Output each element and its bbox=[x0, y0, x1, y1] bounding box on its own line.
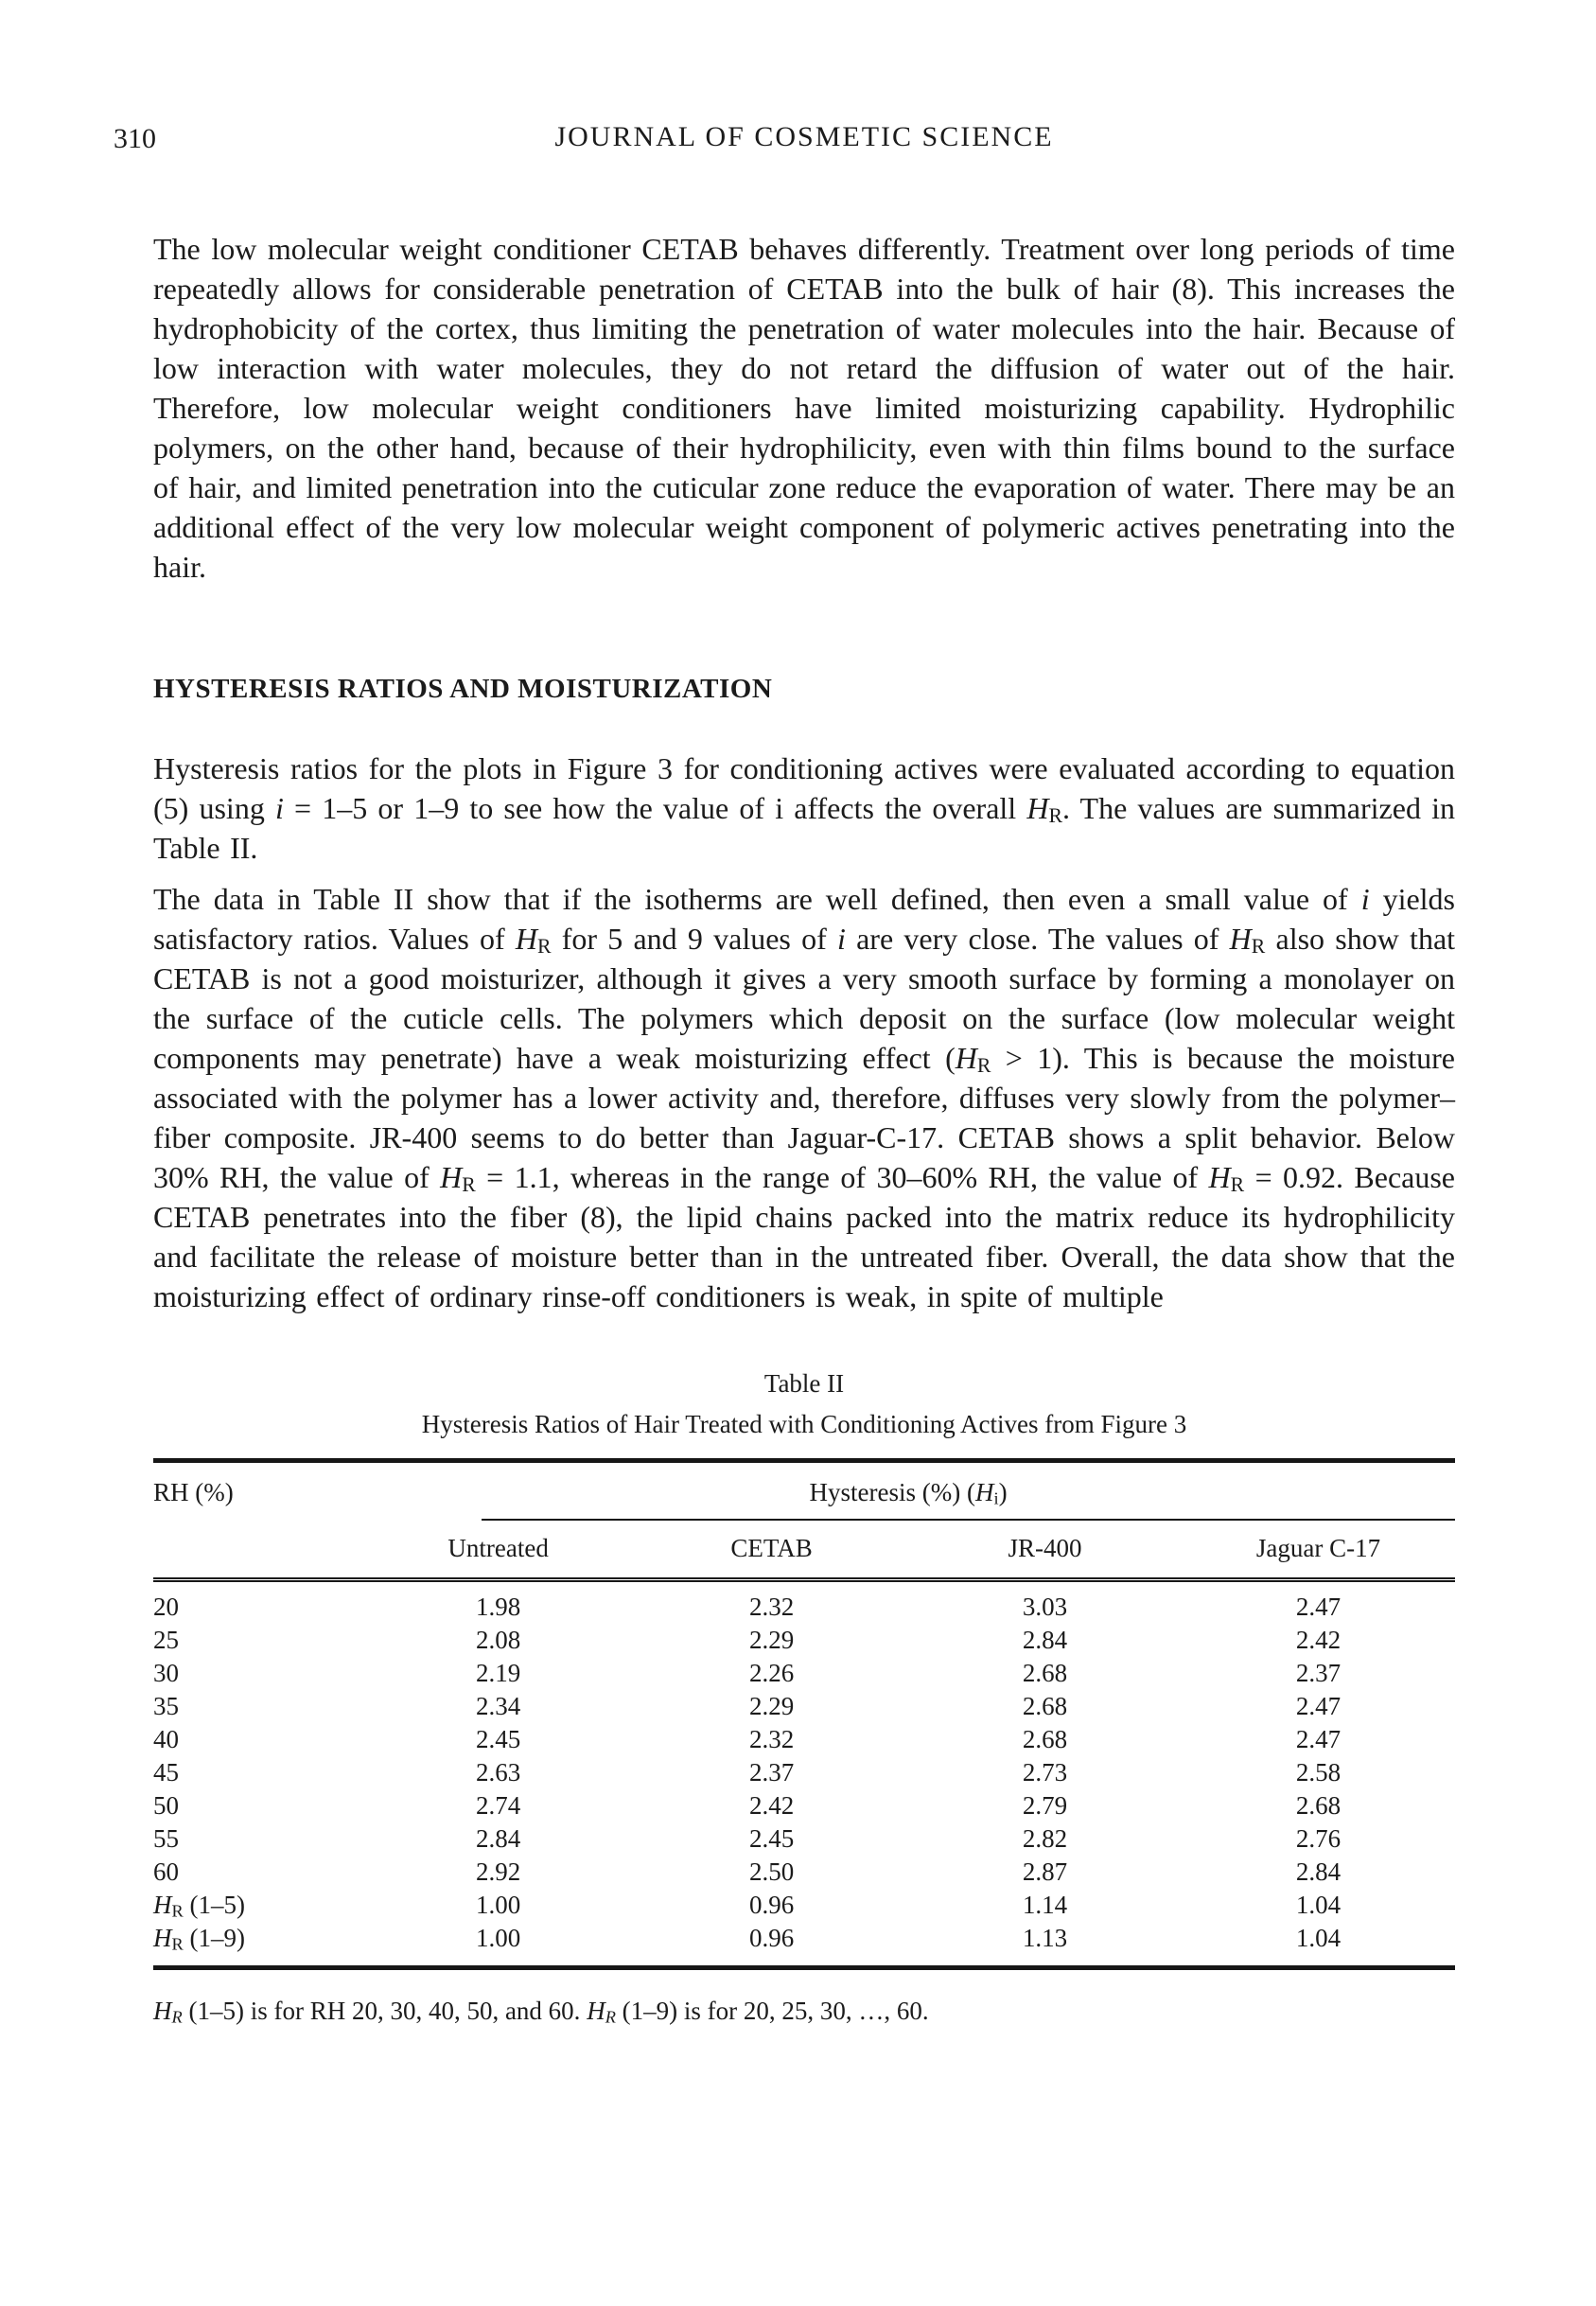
table-row bbox=[153, 1922, 1455, 1968]
table-cell: 2.63 bbox=[476, 1758, 521, 1787]
table-cell: 2.50 bbox=[748, 1857, 795, 1886]
table-cell: 1.00 bbox=[476, 1891, 521, 1919]
paragraph-cetab: The low molecular weight conditioner CETAB behaves differently. Treatment over long periods of time repeatedly allows for considerable penetration of CETAB into the bulk of hair (8). This increases the hydrophobicity of the cortex, thus limiting the penetration of water molecules into the hair. Because of low interaction with water molecules, they do not retard the diffusion of water out of the hair. Therefore, low molecular weight conditioners have limited moisturizing capability. Hydrophilic polymers, on the other hand, because of their hydrophilicity, even with thin films bound to the surface of hair, and limited penetration into the cuticular zone reduce the evaporation of water. There may be an additional effect of the very low molecular weight component of polymeric actives penetrating into the hair. bbox=[153, 232, 1455, 584]
table-footnote: $H_R$ (1–5) is for RH 20, 30, 40, 50, and 60. $H_R$ (1–9) is for 20, 25, 30, …, 60. bbox=[153, 1997, 929, 2027]
table-cell: 2.47 bbox=[1295, 1725, 1342, 1753]
hysteresis-span-header: Hysteresis (%) $(H_i)$ bbox=[361, 1461, 1455, 1522]
table-cell: 2.68 bbox=[1022, 1692, 1068, 1720]
table-cell: 2.68 bbox=[1295, 1791, 1342, 1820]
table-cell: 2.47 bbox=[1295, 1593, 1342, 1621]
column-header-jr400: JR-400 bbox=[908, 1521, 1182, 1580]
table-title: Table II bbox=[763, 1369, 845, 1398]
table-cell: 2.58 bbox=[1295, 1758, 1342, 1787]
table-cell: 2.84 bbox=[1295, 1857, 1342, 1886]
table-row bbox=[153, 1822, 1455, 1856]
table-cell: 1.04 bbox=[1295, 1924, 1342, 1952]
table-block bbox=[153, 1369, 1455, 2026]
journal-title: JOURNAL OF COSMETIC SCIENCE bbox=[554, 121, 1054, 152]
table-cell: 1.98 bbox=[476, 1593, 521, 1621]
table-cell: 2.74 bbox=[476, 1791, 521, 1820]
column-header-untreated: Untreated bbox=[361, 1521, 635, 1580]
row-label: 55 bbox=[153, 1824, 179, 1853]
table-cell: 2.34 bbox=[476, 1692, 521, 1720]
column-header-jaguar: Jaguar C-17 bbox=[1182, 1521, 1455, 1580]
row-label: $H_R$ (1–5) bbox=[153, 1891, 245, 1921]
row-label: 40 bbox=[153, 1725, 179, 1753]
table-row bbox=[153, 1624, 1455, 1657]
table-cell: 2.47 bbox=[1295, 1692, 1342, 1720]
table-cell: 2.19 bbox=[476, 1659, 521, 1687]
table-row bbox=[153, 1756, 1455, 1789]
table-cell: 2.32 bbox=[748, 1725, 795, 1753]
table-cell: 2.73 bbox=[1022, 1758, 1068, 1787]
table-row bbox=[153, 1789, 1455, 1822]
row-label: 45 bbox=[153, 1758, 179, 1787]
table-column-header-row bbox=[153, 1521, 1455, 1580]
table-cell: 2.87 bbox=[1022, 1857, 1068, 1886]
table-cell: 2.42 bbox=[1295, 1626, 1342, 1654]
row-label: 30 bbox=[153, 1659, 179, 1687]
table-caption: Hysteresis Ratios of Hair Treated with Conditioning Actives from Figure 3 bbox=[421, 1410, 1187, 1438]
table-group-header-row bbox=[153, 1461, 1455, 1522]
row-label: $H_R$ (1–9) bbox=[153, 1924, 245, 1954]
section-heading: HYSTERESIS RATIOS AND MOISTURIZATION bbox=[153, 674, 773, 704]
table-cell: 2.84 bbox=[1022, 1626, 1068, 1654]
table-cell: 2.37 bbox=[1295, 1659, 1342, 1687]
table-cell: 2.79 bbox=[1022, 1791, 1068, 1820]
rh-column-header: RH (%) bbox=[153, 1478, 234, 1506]
table-cell: 2.84 bbox=[476, 1824, 521, 1853]
table-cell: 1.14 bbox=[1022, 1891, 1068, 1919]
paragraph-hysteresis-intro: Hysteresis ratios for the plots in Figure 3 for conditioning actives were evaluated according to equation (5) using i = 1–5 or 1–9 to see how the value of i affects the overall $H_R$. The values are summarized in Table II. bbox=[153, 751, 1455, 865]
hysteresis-table bbox=[153, 1458, 1455, 1970]
table-cell: 2.26 bbox=[748, 1659, 795, 1687]
table-cell: 0.96 bbox=[748, 1924, 795, 1952]
table-cell: 2.68 bbox=[1022, 1725, 1068, 1753]
table-cell: 2.92 bbox=[476, 1857, 521, 1886]
paragraph-table-discussion: The data in Table II show that if the isotherms are well defined, then even a small value of i yields satisfactory ratios. Values of $H_R$ for 5 and 9 values of i are very close. The values of $H_R$ also show that CETAB is not a good moisturizer, although it gives a very smooth surface by forming a monolayer on the surface of the cuticle cells. The polymers which deposit on the surface (low molecular weight components may penetrate) have a weak moisturizing effect $(H_R > 1)$. This is because the moisture associated with the polymer has a lower activity and, therefore, diffuses very slowly from the polymer–fiber composite. JR-400 seems to do better than Jaguar-C-17. CETAB shows a split behavior. Below 30% RH, the value of $H_R = 1.1$, whereas in the range of 30–60% RH, the value of $H_R = 0.92$. Because CETAB penetrates into the fiber (8), the lipid chains packed into the matrix reduce its hydrophilicity and facilitate the release of moisture better than in the untreated fiber. Overall, the data show that the moisturizing effect of ordinary rinse-off conditioners is weak, in spite of multiple bbox=[153, 882, 1456, 1313]
table-cell: 2.68 bbox=[1022, 1659, 1068, 1687]
table-row bbox=[153, 1657, 1455, 1690]
table-cell: 2.45 bbox=[476, 1725, 521, 1753]
row-label: 35 bbox=[153, 1692, 179, 1720]
table-cell: 0.96 bbox=[748, 1891, 795, 1919]
table-row bbox=[153, 1723, 1455, 1756]
row-label: 60 bbox=[153, 1857, 179, 1886]
table-cell: 2.32 bbox=[748, 1593, 795, 1621]
table-row bbox=[153, 1690, 1455, 1723]
table-cell: 2.76 bbox=[1295, 1824, 1342, 1853]
table-cell: 2.29 bbox=[748, 1692, 795, 1720]
table-row bbox=[153, 1889, 1455, 1922]
table-cell: 2.08 bbox=[476, 1626, 521, 1654]
column-header-cetab: CETAB bbox=[635, 1521, 908, 1580]
table-cell: 2.82 bbox=[1022, 1824, 1068, 1853]
table-cell: 2.29 bbox=[748, 1626, 795, 1654]
row-label: 50 bbox=[153, 1791, 179, 1820]
table-cell: 2.42 bbox=[748, 1791, 795, 1820]
table-cell: 1.04 bbox=[1295, 1891, 1342, 1919]
table-cell: 1.13 bbox=[1022, 1924, 1068, 1952]
page-header bbox=[114, 121, 1455, 161]
table-cell: 2.45 bbox=[748, 1824, 795, 1853]
table-cell: 3.03 bbox=[1022, 1593, 1068, 1621]
table-cell: 1.00 bbox=[476, 1924, 521, 1952]
page-number: 310 bbox=[114, 123, 156, 154]
table-cell: 2.37 bbox=[748, 1758, 795, 1787]
table-row bbox=[153, 1580, 1455, 1625]
row-label: 25 bbox=[153, 1626, 179, 1654]
table-row bbox=[153, 1856, 1455, 1889]
row-label: 20 bbox=[153, 1593, 179, 1621]
empty-header-cell bbox=[153, 1521, 361, 1580]
